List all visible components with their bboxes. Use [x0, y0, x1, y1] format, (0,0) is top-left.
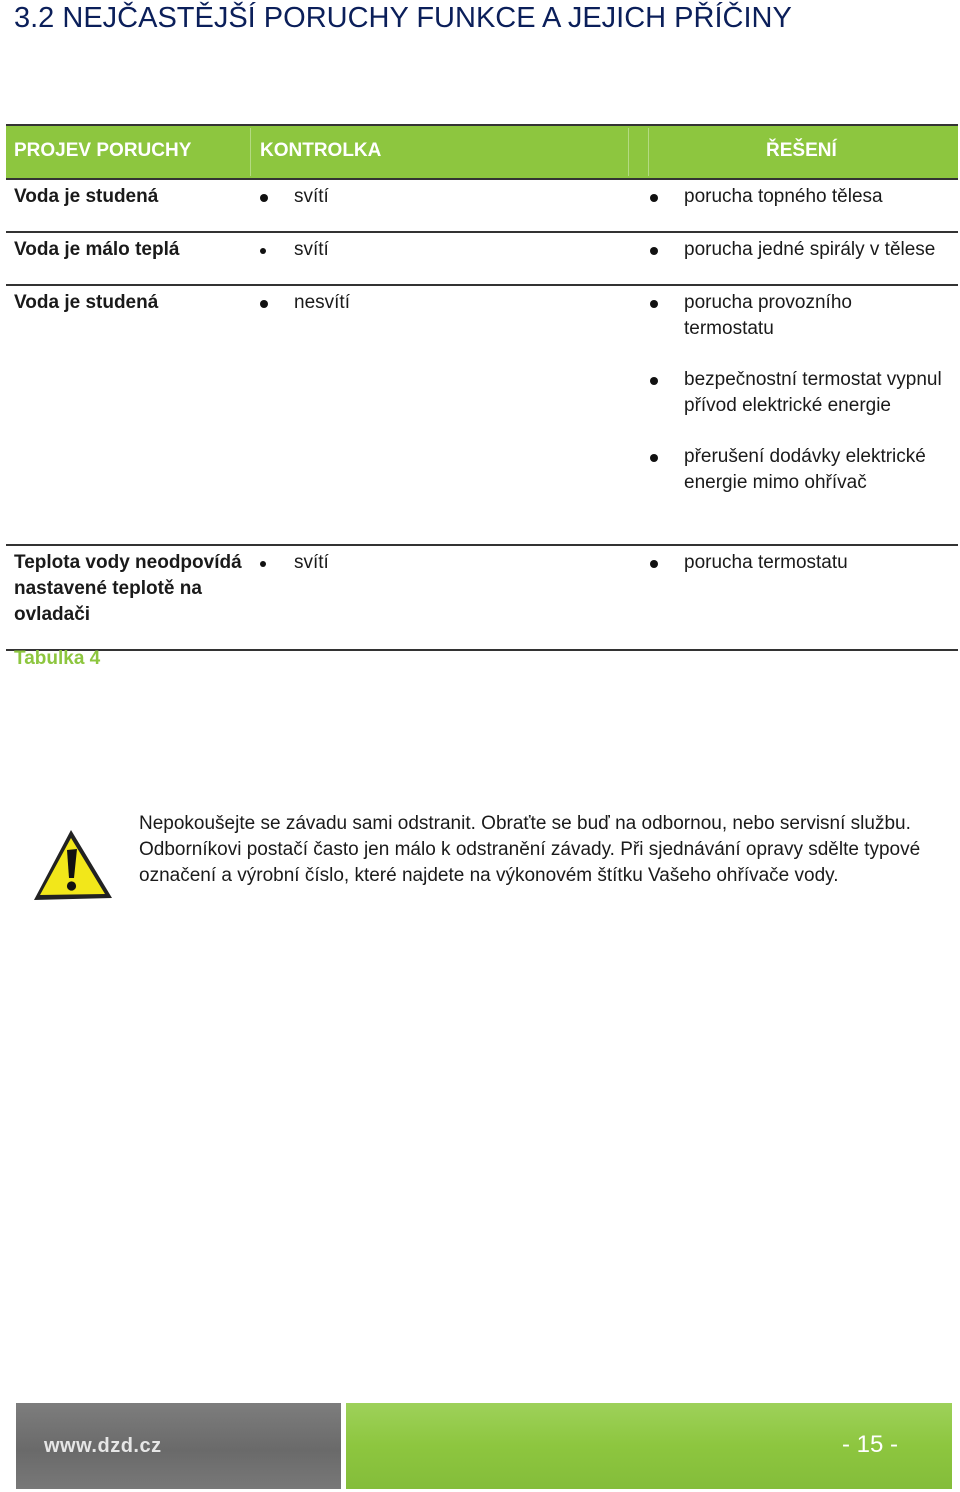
bullet-icon: [260, 561, 266, 567]
solutions-cell: [646, 550, 956, 576]
table-row: [6, 180, 958, 233]
bullet-icon: [260, 300, 268, 308]
header-indicator: KONTROLKA: [260, 140, 382, 161]
solution-text: porucha provozního termostatu: [684, 292, 852, 339]
solution-text: bezpečnostní termostat vypnul přívod elektrické energie: [684, 369, 942, 416]
bullet-icon: [650, 300, 658, 308]
footer-url: www.dzd.cz: [44, 1435, 162, 1457]
warning-line: označení a výrobní číslo, které najdete na výkonovém štítku Vašeho ohřívače vody.: [139, 865, 839, 886]
table-row: [6, 286, 958, 546]
table-caption: Tabulka 4: [14, 648, 101, 669]
indicator-value: svítí: [294, 239, 329, 260]
page-title: 3.2 NEJČASTĚJŠÍ PORUCHY FUNKCE A JEJICH PŘÍČINY: [14, 2, 792, 34]
solution-item: [646, 184, 956, 210]
table-header: [6, 124, 958, 180]
bullet-icon: [260, 194, 268, 202]
solution-text: porucha termostatu: [684, 552, 848, 573]
table-row: [6, 546, 958, 651]
solution-item: [646, 367, 944, 419]
footer-url-bar: [16, 1403, 341, 1489]
solution-text: porucha jedné spirály v tělese: [684, 239, 936, 260]
symptom-cell: Voda je málo teplá: [14, 239, 180, 260]
bullet-icon: [650, 377, 658, 385]
solution-item: [646, 290, 914, 342]
solution-text: porucha topného tělesa: [684, 186, 883, 207]
indicator-value: svítí: [294, 186, 329, 207]
page-number: - 15 -: [841, 1431, 898, 1458]
warning-triangle-icon: [30, 826, 116, 904]
solution-text: přerušení dodávky elektrické energie mimo ohřívač: [684, 446, 926, 493]
solutions-cell: [646, 290, 956, 496]
header-divider: [648, 128, 649, 176]
bullet-icon: [650, 247, 658, 255]
symptom-cell: Voda je studená: [14, 292, 159, 313]
warning-line: Nepokoušejte se závadu sami odstranit. Obraťte se buď na odbornou, nebo servisní službu.: [139, 813, 911, 834]
solutions-cell: [646, 184, 956, 210]
warning-line: Odborníkovi postačí často jen málo k odstranění závady. Při sjednávání opravy sdělte typové: [139, 839, 921, 860]
header-divider: [628, 128, 629, 176]
bullet-icon: [650, 560, 658, 568]
warning-text: [139, 811, 954, 889]
solutions-cell: [646, 237, 956, 263]
table-row: [6, 233, 958, 286]
solution-item: [646, 444, 954, 496]
solution-item: [646, 550, 956, 576]
bullet-icon: [650, 194, 658, 202]
header-divider: [250, 128, 251, 176]
indicator-value: svítí: [294, 552, 329, 573]
header-symptom: PROJEV PORUCHY: [14, 140, 192, 161]
bullet-icon: [260, 248, 266, 254]
symptom-cell: Teplota vody neodpovídá nastavené teplotě na ovladači: [14, 552, 242, 625]
symptom-cell: Voda je studená: [14, 186, 159, 207]
fault-table: [6, 124, 958, 651]
footer-page-bar: [346, 1403, 952, 1489]
indicator-value: nesvítí: [294, 292, 350, 313]
header-solution: ŘEŠENÍ: [766, 140, 837, 161]
solution-item: [646, 237, 956, 263]
bullet-icon: [650, 454, 658, 462]
